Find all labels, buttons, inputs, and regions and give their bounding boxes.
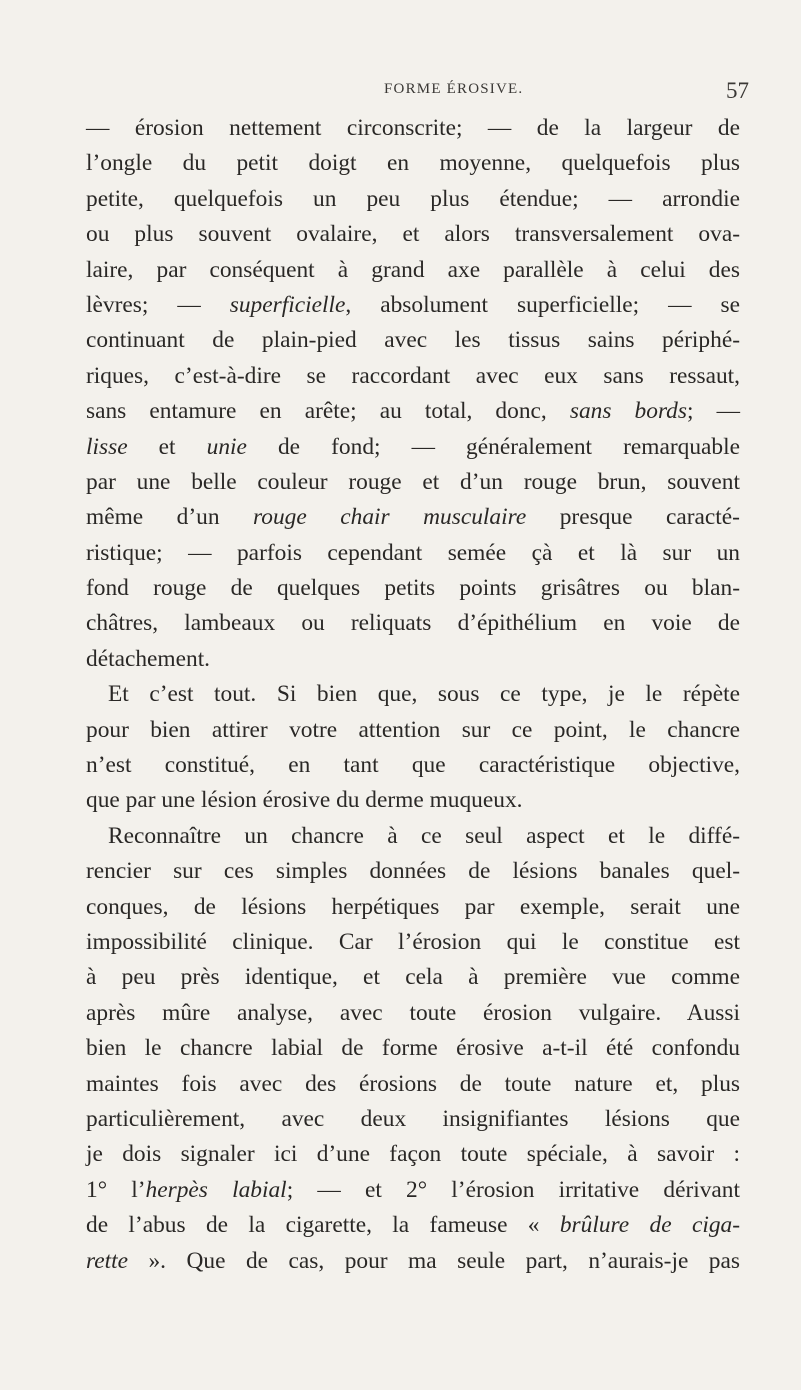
- text-segment: particulièrement, avec deux insignifiantes lésions que: [86, 1105, 740, 1132]
- text-segment: ; — et 2° l’érosion irritative dérivant: [286, 1176, 741, 1203]
- text-line: [86, 500, 740, 535]
- italic-text: superficielle: [229, 291, 346, 318]
- text-segment: je dois signaler ici d’une façon toute spéciale, à savoir :: [86, 1141, 740, 1168]
- text-segment: par une belle couleur rouge et d’un rouge brun, souvent: [86, 468, 740, 495]
- text-line: [86, 536, 740, 571]
- text-line: [86, 783, 740, 818]
- text-segment: ou plus souvent ovalaire, et alors transversalement ova-: [86, 221, 740, 248]
- page-number: 57: [726, 78, 749, 103]
- text-segment: laire, par conséquent à grand axe parallèle à celui des: [86, 256, 740, 283]
- italic-text: rouge chair musculaire: [253, 504, 527, 531]
- text-segment: n’est constitué, en tant que caractéristique objective,: [86, 752, 740, 779]
- italic-text: sans bords: [569, 398, 687, 425]
- body-text: [86, 111, 740, 1279]
- text-line: [86, 1208, 740, 1243]
- text-line: [86, 571, 740, 606]
- text-segment: châtres, lambeaux ou reliquats d’épithélium en voie de: [86, 610, 740, 637]
- text-line: [86, 890, 740, 925]
- text-segment: de l’abus de la cigarette, la fameuse «: [86, 1212, 560, 1239]
- text-line: [86, 960, 740, 995]
- text-line: [86, 606, 740, 641]
- text-line: [86, 677, 740, 712]
- text-line: [86, 111, 740, 146]
- text-line: [86, 642, 740, 677]
- text-line: [86, 854, 740, 889]
- text-line: [86, 996, 740, 1031]
- text-segment: à peu près identique, et cela à première vue comme: [86, 964, 740, 991]
- text-line: [86, 925, 740, 960]
- text-segment: impossibilité clinique. Car l’érosion qui le constitue est: [86, 928, 740, 955]
- italic-text: herpès labial: [145, 1176, 287, 1203]
- text-line: [86, 713, 740, 748]
- text-segment: après mûre analyse, avec toute érosion vulgaire. Aussi: [86, 999, 740, 1026]
- text-segment: Et c’est tout. Si bien que, sous ce type, je le répète: [108, 681, 740, 708]
- italic-text: rette: [86, 1247, 128, 1274]
- text-segment: même d’un: [86, 504, 254, 531]
- text-segment: riques, c’est-à-dire se raccordant avec eux sans ressaut,: [86, 362, 740, 389]
- text-segment: 1° l’: [86, 1176, 146, 1203]
- text-segment: et: [127, 433, 207, 460]
- running-head: FORME ÉROSIVE.: [384, 81, 524, 97]
- text-line: [86, 182, 740, 217]
- text-segment: continuant de plain-pied avec les tissus sains périphé-: [86, 327, 740, 354]
- text-segment: conques, de lésions herpétiques par exemple, serait une: [86, 893, 740, 920]
- text-line: [86, 1137, 740, 1172]
- text-line: [86, 288, 740, 323]
- text-line: [86, 819, 740, 854]
- text-line: [86, 748, 740, 783]
- text-segment: de fond; — généralement remarquable: [246, 433, 740, 460]
- text-segment: rencier sur ces simples données de lésions banales quel-: [86, 858, 740, 885]
- text-line: [86, 217, 740, 252]
- text-segment: — érosion nettement circonscrite; — de la largeur de: [86, 115, 740, 141]
- italic-text: unie: [206, 433, 247, 460]
- text-segment: fond rouge de quelques petits points grisâtres ou blan-: [86, 575, 740, 602]
- text-segment: , absolument superficielle; — se: [345, 291, 740, 318]
- text-line: [86, 430, 740, 465]
- text-line: [86, 1031, 740, 1066]
- italic-text: brûlure de ciga-: [559, 1212, 740, 1239]
- text-segment: l’ongle du petit doigt en moyenne, quelquefois plus: [86, 150, 740, 177]
- text-line: [86, 359, 740, 394]
- text-segment: petite, quelquefois un peu plus étendue; — arrondie: [86, 185, 740, 212]
- text-line: [86, 465, 740, 500]
- text-segment: presque caracté-: [526, 504, 740, 531]
- text-segment: détachement.: [86, 645, 211, 672]
- text-line: [86, 1244, 740, 1279]
- text-segment: Reconnaître un chancre à ce seul aspect et le diffé-: [108, 822, 740, 849]
- text-segment: lèvres; —: [86, 291, 230, 318]
- text-segment: maintes fois avec des érosions de toute nature et, plus: [86, 1070, 740, 1097]
- italic-text: lisse: [86, 433, 128, 460]
- text-segment: que par une lésion érosive du derme muqueux.: [86, 787, 523, 814]
- text-line: [86, 146, 740, 181]
- text-line: [86, 1173, 740, 1208]
- text-segment: pour bien attirer votre attention sur ce point, le chancre: [86, 716, 740, 743]
- text-segment: ». Que de cas, pour ma seule part, n’aurais-je pas: [128, 1247, 740, 1274]
- text-line: [86, 1102, 740, 1137]
- text-segment: sans entamure en arête; au total, donc,: [86, 398, 570, 425]
- text-segment: ; —: [686, 398, 740, 425]
- text-line: [86, 1067, 740, 1102]
- text-segment: ristique; — parfois cependant semée çà et là sur un: [86, 539, 740, 566]
- text-line: [86, 323, 740, 358]
- text-line: [86, 394, 740, 429]
- text-line: [86, 253, 740, 288]
- text-segment: bien le chancre labial de forme érosive a-t-il été confondu: [86, 1035, 740, 1062]
